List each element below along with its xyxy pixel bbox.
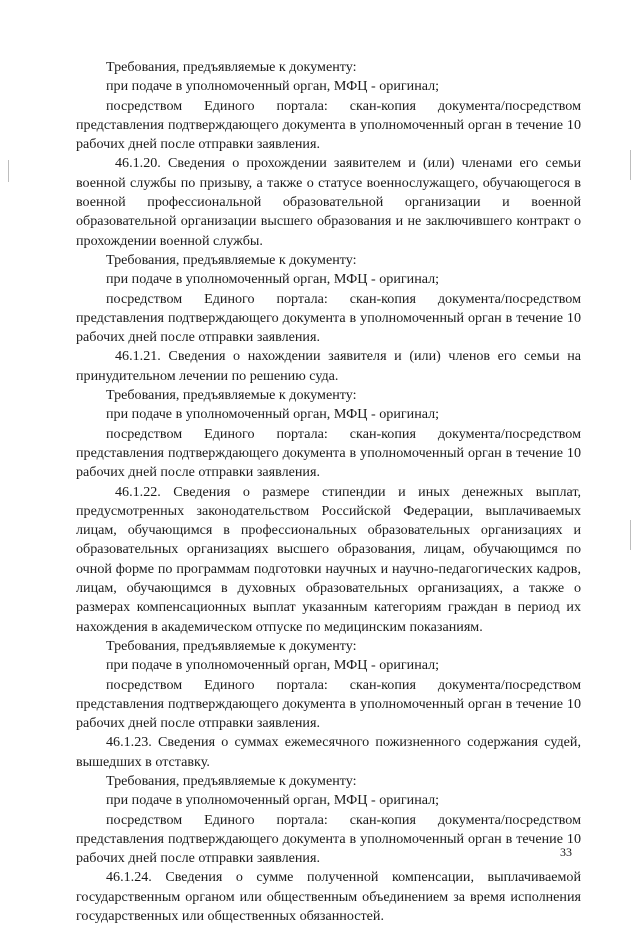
paragraph: посредством Единого портала: скан-копия документа/посредством представления подтверждающего документа в уполномоченный орган в течение 10 рабочих дней после отправки заявления. bbox=[76, 811, 581, 867]
scan-edge-mark bbox=[630, 150, 631, 180]
paragraph: Требования, предъявляемые к документу: bbox=[106, 59, 357, 75]
paragraph: Требования, предъявляемые к документу: bbox=[106, 387, 357, 404]
paragraph: посредством Единого портала: скан-копия документа/посредством представления подтверждающего документа в уполномоченный орган в течение 10 рабочих дней после отправки заявления. bbox=[76, 425, 581, 481]
paragraph: при подаче в уполномоченный орган, МФЦ - оригинал; bbox=[106, 78, 440, 95]
page-number: 33 bbox=[560, 845, 572, 859]
paragraph: при подаче в уполномоченный орган, МФЦ - оригинал; bbox=[106, 657, 440, 674]
paragraph: посредством Единого портала: скан-копия документа/посредством представления подтверждающего документа в уполномоченный орган в течение 10 рабочих дней после отправки заявления. bbox=[76, 290, 581, 346]
paragraph: при подаче в уполномоченный орган, МФЦ - оригинал; bbox=[106, 792, 440, 809]
paragraph: Требования, предъявляемые к документу: bbox=[106, 772, 357, 789]
paragraph: посредством Единого портала: скан-копия документа/посредством представления подтверждающего документа в уполномоченный орган в течение 10 рабочих дней после отправки заявления. bbox=[76, 97, 581, 153]
paragraph: Требования, предъявляемые к документу: bbox=[106, 251, 357, 268]
paragraph: посредством Единого портала: скан-копия документа/посредством представления подтверждающего документа в уполномоченный орган в течение 10 рабочих дней после отправки заявления. bbox=[76, 676, 581, 732]
paragraph: 46.1.21. Сведения о нахождении заявителя и (или) членов его семьи на принудительном лечении по решению суда. bbox=[76, 348, 581, 384]
paragraph: Требования, предъявляемые к документу: bbox=[106, 637, 357, 654]
paragraph: 46.1.23. Сведения о суммах ежемесячного пожизненного содержания судей, вышедших в отставку. bbox=[76, 734, 581, 770]
paragraph: 46.1.24. Сведения о сумме полученной компенсации, выплачиваемой государственным органом или общественным объединением за время исполнения государственных или общественных обязанностей. bbox=[76, 869, 581, 925]
paragraph: при подаче в уполномоченный орган, МФЦ - оригинал; bbox=[106, 271, 440, 288]
scan-edge-mark bbox=[8, 160, 9, 182]
scan-edge-mark bbox=[630, 520, 631, 550]
document-body bbox=[76, 58, 581, 926]
paragraph: 46.1.22. Сведения о размере стипендии и иных денежных выплат, предусмотренных законодательством Российской Федерации, выплачиваемых лицам, обучающимся в профессиональных образовательных организациях и образовательных организациях высшего образования, лицам, обучающимся по очной форме по программам подготовки научных и научно-педагогических кадров, лицам, обучающимся в духовных образовательных организациях, а также о размерах компенсационных выплат указанным категориям граждан в период их нахождения в академическом отпуске по медицинским показаниям. bbox=[76, 483, 581, 635]
paragraph: при подаче в уполномоченный орган, МФЦ - оригинал; bbox=[106, 406, 440, 423]
paragraph: 46.1.20. Сведения о прохождении заявителем и (или) членами его семьи военной службы по призыву, а также о статусе военнослужащего, обучающегося в военной профессиональной образовательной организации и военной образовательной организации высшего образования и не заключившего контракт о прохождении военной службы. bbox=[76, 155, 581, 249]
